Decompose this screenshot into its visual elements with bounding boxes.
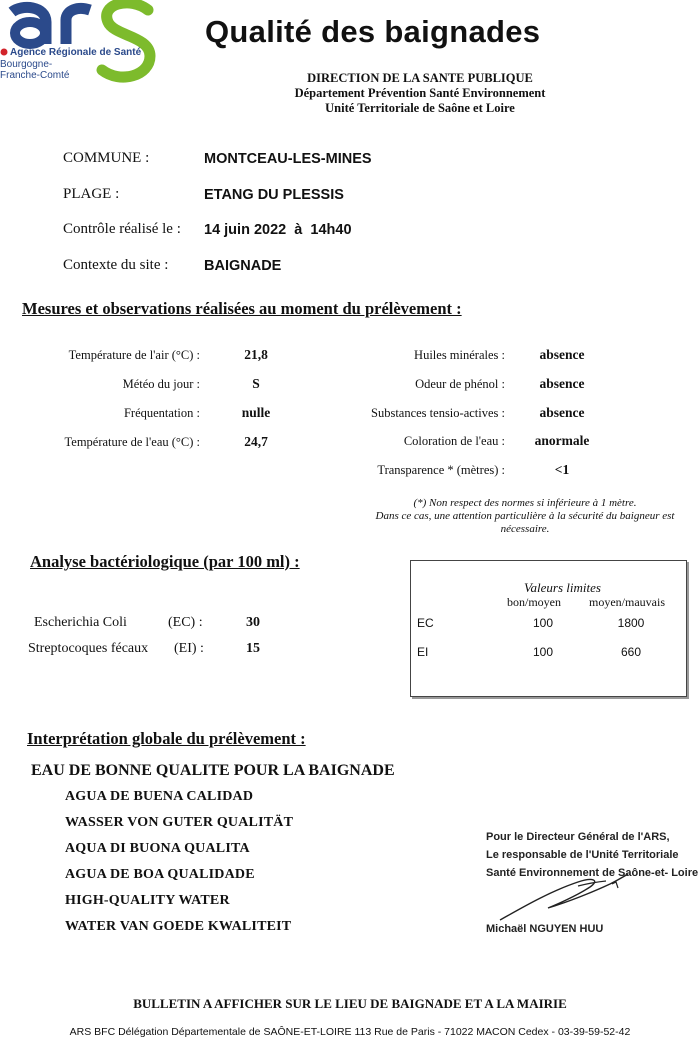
measure-value-frequentation: nulle [241,405,271,420]
signature-line-2: Le responsable de l'Unité Territoriale [486,849,679,861]
page-title: Qualité des baignades [205,14,541,49]
measure-label-tensio: Substances tensio-actives : [371,406,505,420]
signature-name: Michaël NGUYEN HUU [486,923,604,935]
translation-es: AGUA DE BUENA CALIDAD [65,789,254,804]
measure-label-air-temp: Température de l'air (°C) : [68,348,200,362]
contexte-label: Contexte du site : [63,257,169,273]
commune-value: MONTCEAU-LES-MINES [204,151,372,167]
org-line-1: DIRECTION DE LA SANTE PUBLIQUE [307,71,533,85]
limits-row-ei-v1: 100 [532,645,554,659]
limits-row-ei-v2: 660 [620,645,642,659]
ei-code: (EI) : [174,641,204,656]
footer-notice: BULLETIN A AFFICHER SUR LE LIEU DE BAIGNADE ET A LA MAIRIE [133,996,567,1011]
measure-label-phenol: Odeur de phénol : [415,377,505,391]
measure-value-tensio: absence [539,405,585,420]
plage-label: PLAGE : [63,186,120,202]
transparence-note-3: nécessaire. [500,523,550,535]
ars-logo [0,0,160,90]
logo-agency-name: Agence Régionale de Santé [10,47,142,58]
limits-row-ec-v1: 100 [532,616,554,630]
transparence-note-1: (*) Non respect des normes si inférieure à 1 mètre. [413,497,637,509]
limits-box [410,560,687,697]
measure-label-frequentation: Fréquentation : [123,406,200,420]
ei-name: Streptocoques fécaux [28,641,149,656]
translation-en: HIGH-QUALITY WATER [65,893,230,908]
limits-row-ec-code: EC [417,616,434,630]
measure-label-water-temp: Température de l'eau (°C) : [64,435,200,449]
ec-code: (EC) : [168,615,203,630]
measure-value-water-temp: 24,7 [244,434,268,449]
measure-value-transparence: <1 [554,462,570,477]
mesures-title: Mesures et observations réalisées au moment du prélèvement : [22,299,462,318]
measure-value-huiles: absence [539,347,585,362]
translation-de: WASSER VON GUTER QUALITÄT [65,815,294,830]
interpretation-title: Interprétation globale du prélèvement : [27,729,306,748]
limits-col-moyen-mauvais: moyen/mauvais [589,595,665,609]
contexte-value: BAIGNADE [204,258,282,274]
org-line-2: Département Prévention Santé Environnement [294,86,546,100]
limits-col-bon-moyen: bon/moyen [507,595,561,609]
limits-title: Valeurs limites [524,580,601,595]
controle-value: 14 juin 2022 à 14h40 [204,222,352,238]
limits-row-ei-code: EI [417,645,429,659]
translation-it: AQUA DI BUONA QUALITA [65,841,250,856]
logo-region-line1: Bourgogne- [0,59,53,70]
signature-line-1: Pour le Directeur Général de l'ARS, [486,831,670,843]
ec-value: 30 [246,615,260,630]
interpretation-main: EAU DE BONNE QUALITE POUR LA BAIGNADE [31,762,395,779]
analyse-title: Analyse bactériologique (par 100 ml) : [30,552,300,571]
ec-name: Escherichia Coli [34,615,127,630]
controle-label: Contrôle réalisé le : [63,221,181,237]
org-line-3: Unité Territoriale de Saône et Loire [325,101,515,115]
translation-pt: AGUA DE BOA QUALIDADE [65,867,255,882]
transparence-note-2: Dans ce cas, une attention particulière à la sécurité du baigneur est [375,510,675,522]
translation-nl: WATER VAN GOEDE KWALITEIT [65,919,292,934]
ei-value: 15 [246,641,260,656]
measure-value-phenol: absence [539,376,585,391]
signature-line-3: Santé Environnement de Saône-et- Loire [486,867,699,879]
measure-label-huiles: Huiles minérales : [414,348,505,362]
plage-value: ETANG DU PLESSIS [204,187,344,203]
measure-value-meteo: S [252,376,260,391]
logo-region-line2: Franche-Comté [0,70,70,81]
footer-address: ARS BFC Délégation Départementale de SAÔNE-ET-LOIRE 113 Rue de Paris - 71022 MACON Cedex - 03-39-59-52-42 [69,1026,631,1038]
measure-label-coloration: Coloration de l'eau : [403,434,505,448]
measure-value-coloration: anormale [534,433,590,448]
commune-label: COMMUNE : [63,150,150,166]
measure-label-transparence: Transparence * (mètres) : [377,463,505,477]
measure-value-air-temp: 21,8 [244,347,268,362]
measure-label-meteo: Météo du jour : [122,377,200,391]
limits-row-ec-v2: 1800 [617,616,645,630]
